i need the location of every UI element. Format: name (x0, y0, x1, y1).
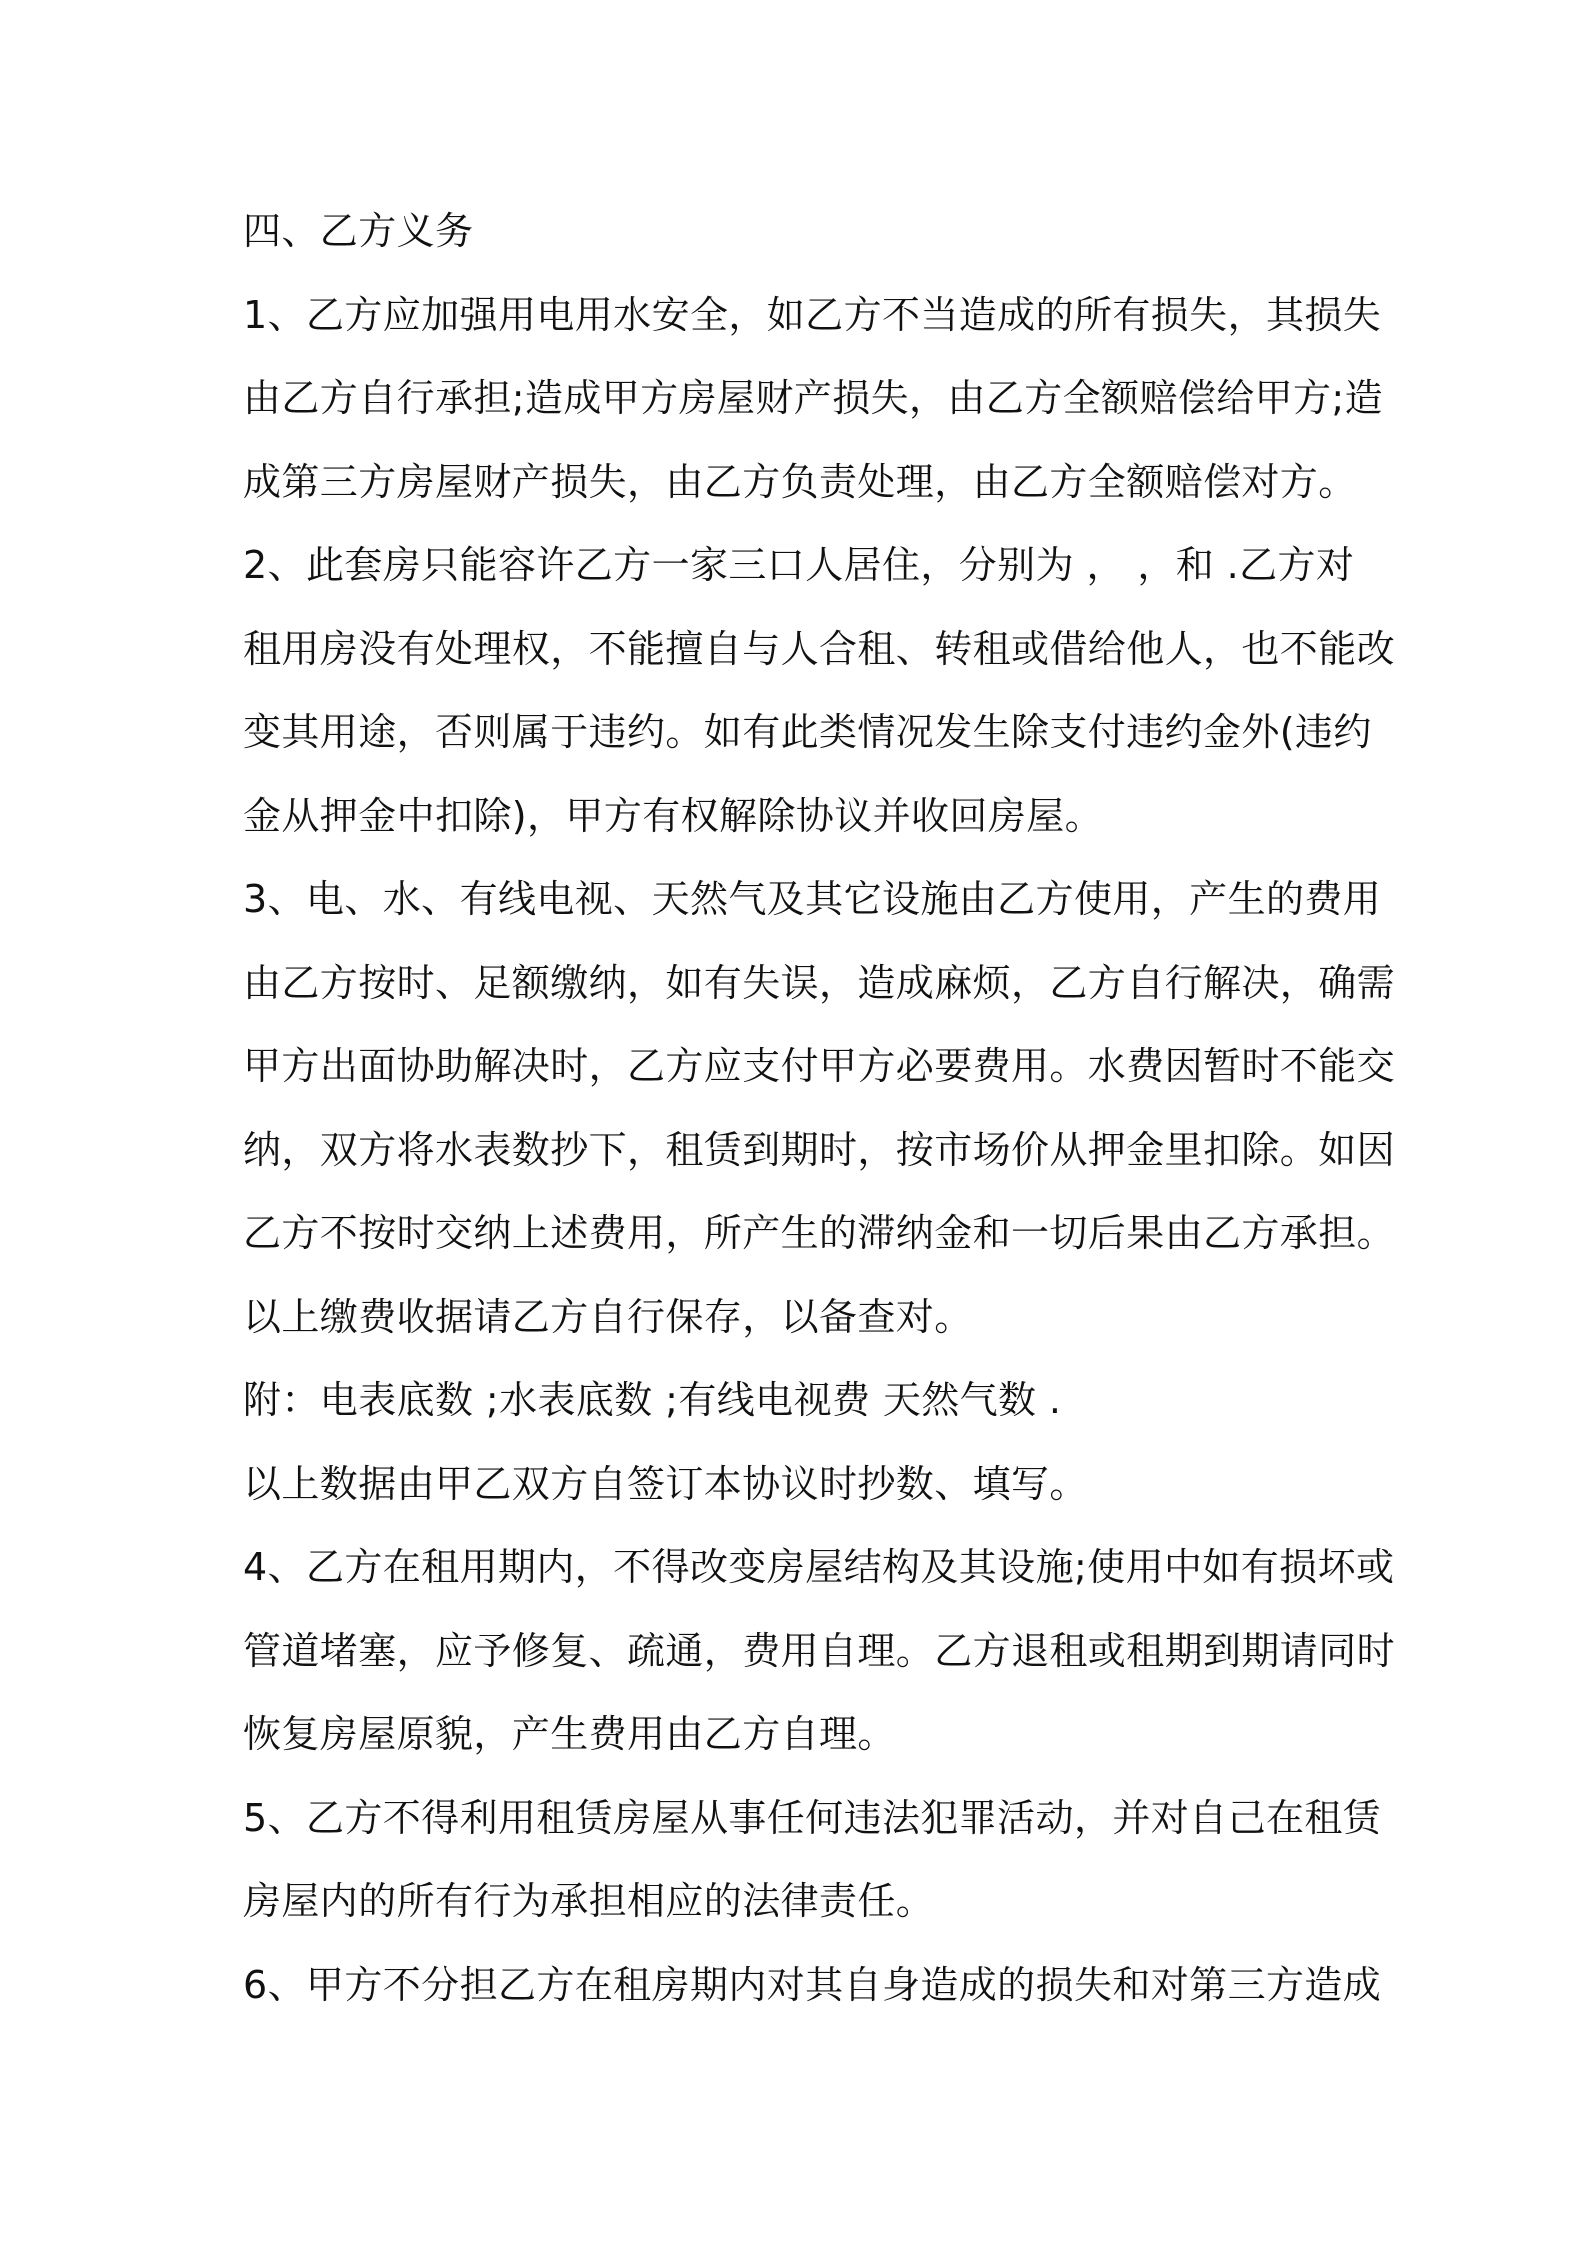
text-line: 5、乙方不得利用租赁房屋从事任何违法犯罪活动，并对自己在租赁 (243, 1795, 1382, 1840)
text-line: 由乙方自行承担;造成甲方房屋财产损失，由乙方全额赔偿给甲方;造 (243, 376, 1384, 420)
text-line: 6、甲方不分担乙方在租房期内对其自身造成的损失和对第三方造成 (243, 1962, 1382, 2007)
text-line: 恢复房屋原貌，产生费用由乙方自理。 (243, 1712, 896, 1756)
text-line: 以上缴费收据请乙方自行保存，以备查对。 (243, 1294, 973, 1339)
text-line: 1、乙方应加强用电用水安全，如乙方不当造成的所有损失，其损失 (243, 292, 1382, 337)
text-line: 纳，双方将水表数抄下，租赁到期时，按市场价从押金里扣除。如因 (243, 1127, 1396, 1172)
text-line: 由乙方按时、足额缴纳，如有失误，造成麻烦，乙方自行解决，确需 (243, 960, 1396, 1005)
text-line: 以上数据由甲乙双方自签订本协议时抄数、填写。 (243, 1461, 1088, 1506)
text-line: 乙方不按时交纳上述费用，所产生的滞纳金和一切后果由乙方承担。 (243, 1211, 1396, 1255)
section-heading: 四、乙方义务 (243, 209, 474, 253)
text-line: 附：电表底数 ;水表底数 ;有线电视费 天然气数 . (243, 1378, 1062, 1422)
text-line: 4、乙方在租用期内，不得改变房屋结构及其设施;使用中如有损坏或 (243, 1545, 1395, 1589)
text-line: 2、此套房只能容许乙方一家三口人居住，分别为 ， ，和 .乙方对 (243, 543, 1355, 587)
document-body (243, 190, 1396, 2027)
text-line: 金从押金中扣除)，甲方有权解除协议并收回房屋。 (243, 793, 1104, 838)
text-line: 房屋内的所有行为承担相应的法律责任。 (243, 1879, 935, 1923)
text-line: 甲方出面协助解决时，乙方应支付甲方必要费用。水费因暂时不能交 (243, 1044, 1396, 1088)
text-line: 租用房没有处理权，不能擅自与人合租、转租或借给他人，也不能改 (243, 626, 1396, 671)
text-line: 3、电、水、有线电视、天然气及其它设施由乙方使用，产生的费用 (243, 877, 1382, 921)
text-line: 成第三方房屋财产损失，由乙方负责处理，由乙方全额赔偿对方。 (243, 459, 1357, 504)
text-line: 管道堵塞，应予修复、疏通，费用自理。乙方退租或租期到期请同时 (243, 1628, 1396, 1673)
text-line: 变其用途，否则属于违约。如有此类情况发生除支付违约金外(违约 (243, 710, 1372, 754)
